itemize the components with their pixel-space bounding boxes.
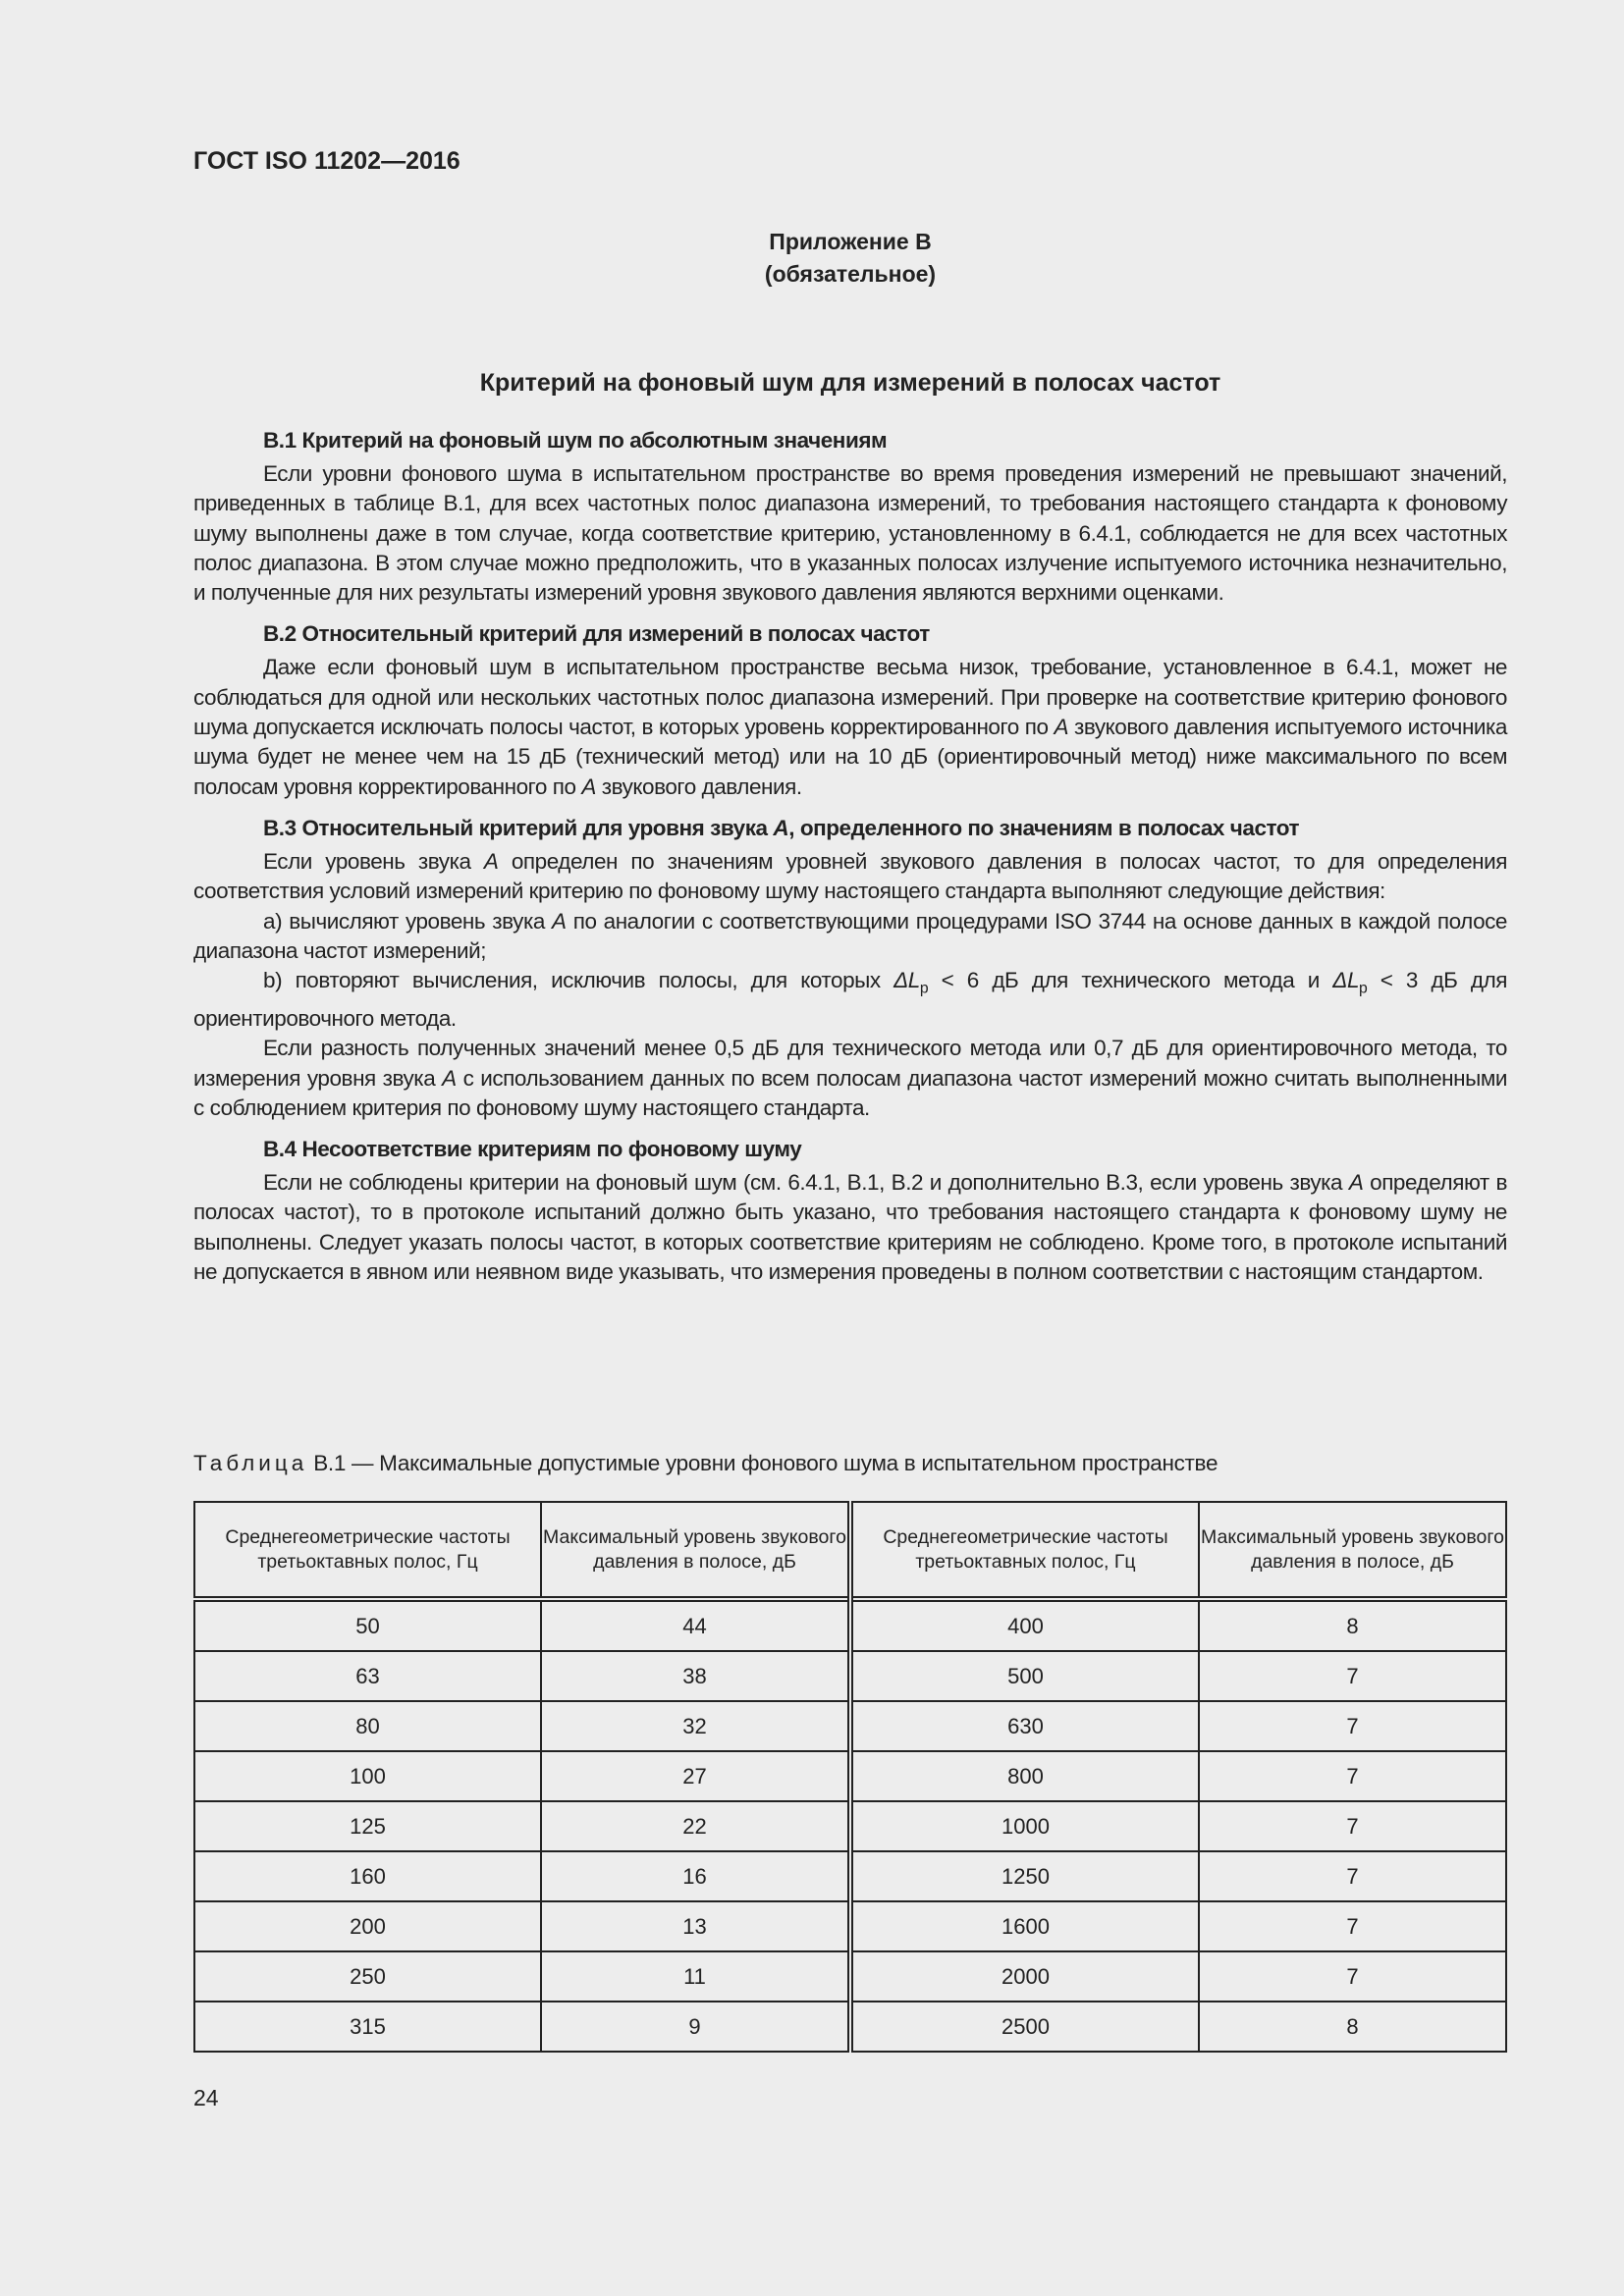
text-run: Если уровень звука: [263, 848, 484, 874]
table-cell: 1600: [850, 1901, 1199, 1951]
table-header-row: [194, 1502, 1506, 1599]
table-cell: 32: [541, 1701, 850, 1751]
table-cell: 7: [1199, 1951, 1506, 2002]
section-heading: [193, 1135, 1507, 1164]
table-cell: 630: [850, 1701, 1199, 1751]
italic-symbol: A: [552, 908, 567, 934]
text-run: В.1 Критерий на фоновый шум по абсолютным значениям: [263, 428, 888, 453]
italic-symbol: A: [483, 848, 499, 874]
text-run: Если не соблюдены критерии на фоновый шум (см. 6.4.1, В.1, В.2 и дополнительно В.3, если уровень звука: [263, 1170, 1349, 1196]
section-heading: [193, 426, 1507, 455]
paragraph: [193, 1168, 1507, 1287]
table-cell: 80: [194, 1701, 541, 1751]
table-cell: 63: [194, 1651, 541, 1701]
text-run: по аналогии с соответствующими процедурами ISO 3744 на основе данных в каждой полосе диапазона частот измерений;: [193, 908, 1507, 963]
text-run: , определенного по значениям в полосах частот: [788, 815, 1300, 840]
italic-symbol: A: [1348, 1170, 1364, 1196]
table-caption: [193, 1451, 1218, 1476]
text-run: < 3 дБ для ориентировочного метода.: [193, 968, 1507, 1031]
table-cell: 7: [1199, 1801, 1506, 1851]
italic-symbol: A: [1054, 715, 1069, 740]
text-run: В.4 Несоответствие критериям по фоновому шуму: [263, 1137, 802, 1162]
italic-symbol: A: [773, 815, 789, 840]
text-run: звукового давления испытуемого источника шума будет не менее чем на 15 дБ (технический метод) или на 10 дБ (ориентировочный метод) ниже максимального по всем полосам уровня корректированного по: [193, 715, 1507, 799]
header-cell: Среднегеометрические частоты третьоктавных полос, Гц: [194, 1502, 541, 1599]
table-cell: 125: [194, 1801, 541, 1851]
table-cell: 27: [541, 1751, 850, 1801]
section-4: [193, 1135, 1507, 1287]
text-run: В.2 Относительный критерий для измерений в полосах частот: [263, 621, 930, 647]
table-cell: 2000: [850, 1951, 1199, 2002]
section-3: [193, 814, 1507, 1123]
table-cell: 7: [1199, 1651, 1506, 1701]
text-run: a) вычисляют уровень звука: [263, 908, 553, 934]
section-heading: [193, 814, 1507, 843]
italic-symbol: A: [442, 1065, 457, 1091]
table-cell: 400: [850, 1599, 1199, 1651]
table-cell: 9: [541, 2002, 850, 2052]
italic-symbol: ΔL: [893, 968, 920, 993]
table-cell: 7: [1199, 1901, 1506, 1951]
text-run: определен по значениям уровней звукового давления в полосах частот, то для определения соответствия условий измерений критерию по фоновому шуму настоящего стандарта выполняют следующие действия:: [193, 848, 1507, 904]
header-cell: Максимальный уровень звукового давления в полосе, дБ: [541, 1502, 850, 1599]
table-cell: 2500: [850, 2002, 1199, 2052]
table-cell: 250: [194, 1951, 541, 2002]
italic-symbol: A: [581, 774, 596, 799]
table-cell: 7: [1199, 1851, 1506, 1901]
table-row: [194, 1951, 1506, 2002]
text-run: В.3 Относительный критерий для уровня звука: [263, 815, 774, 840]
table-caption-label: Таблица: [193, 1451, 308, 1475]
text-run: b) повторяют вычисления, исключив полосы, для которых: [263, 968, 894, 993]
text-run: Если уровни фонового шума в испытательном пространстве во время проведения измерений не превышают значений, приведенных в таблице В.1, для всех частотных полос диапазона измерений, то требования настоящего стандарта к фоновому шуму выполнены даже в том случае, когда соответствие критерию, установленному в 6.4.1, соблюдается не для всех частотных полос диапазона. В этом случае можно предположить, что в указанных полосах излучение испытуемого источника незначительно, и полученные для них результаты измерений уровня звукового давления являются верхними оценками.: [193, 461, 1507, 606]
text-run: с использованием данных по всем полосам диапазона частот измерений можно считать выполненными с соблюдением критерия по фоновому шуму настоящего стандарта.: [193, 1065, 1507, 1120]
text-run: определяют в полосах частот), то в протоколе испытаний должно быть указано, что требования настоящего стандарта к фоновому шуму не выполнены. Следует указать полосы частот, в которых соответствие критериям не соблюдено. Кроме того, в протоколе испытаний не допускается в явном или неявном виде указывать, что измерения проведены в полном соответствии с настоящим стандартом.: [193, 1170, 1507, 1285]
table-cell: 50: [194, 1599, 541, 1651]
table-row: [194, 1751, 1506, 1801]
table-cell: 44: [541, 1599, 850, 1651]
table-cell: 7: [1199, 1751, 1506, 1801]
table-row: [194, 1651, 1506, 1701]
table-cell: 200: [194, 1901, 541, 1951]
table-row: [194, 1901, 1506, 1951]
table-row: [194, 1599, 1506, 1651]
header-cell: Среднегеометрические частоты третьоктавных полос, Гц: [850, 1502, 1199, 1599]
section-2: [193, 619, 1507, 801]
document-header: ГОСТ ISO 11202—2016: [193, 147, 460, 175]
appendix-subtitle: (обязательное): [764, 261, 937, 287]
table-cell: 315: [194, 2002, 541, 2052]
section-heading: [193, 619, 1507, 649]
table-cell: 11: [541, 1951, 850, 2002]
table-caption-text: В.1 — Максимальные допустимые уровни фонового шума в испытательном пространстве: [313, 1451, 1218, 1475]
table-cell: 500: [850, 1651, 1199, 1701]
section-1: [193, 426, 1507, 608]
table-cell: 100: [194, 1751, 541, 1801]
header-cell: Максимальный уровень звукового давления в полосе, дБ: [1199, 1502, 1506, 1599]
paragraph: [193, 907, 1507, 967]
table-cell: 8: [1199, 1599, 1506, 1651]
table-cell: 38: [541, 1651, 850, 1701]
subscript: p: [1359, 980, 1368, 997]
table-cell: 1000: [850, 1801, 1199, 1851]
appendix-heading: [0, 226, 1624, 291]
document-body: [193, 426, 1507, 1299]
table-row: [194, 1701, 1506, 1751]
italic-symbol: ΔL: [1332, 968, 1360, 993]
table-row: [194, 1851, 1506, 1901]
section-title: Критерий на фоновый шум для измерений в полосах частот: [479, 369, 1221, 397]
text-run: < 6 дБ для технического метода и: [928, 968, 1333, 993]
paragraph: [193, 847, 1507, 907]
appendix-title: Приложение В: [769, 229, 932, 254]
text-run: Если разность полученных значений менее 0,5 дБ для технического метода или 0,7 дБ для ориентировочного метода, то измерения уровня звука: [193, 1036, 1507, 1091]
table-cell: 22: [541, 1801, 850, 1851]
table-cell: 16: [541, 1851, 850, 1901]
table-cell: 800: [850, 1751, 1199, 1801]
text-run: звукового давления.: [595, 774, 802, 799]
table-row: [194, 2002, 1506, 2052]
table-cell: 160: [194, 1851, 541, 1901]
table-cell: 1250: [850, 1851, 1199, 1901]
background-noise-table: [193, 1501, 1507, 2053]
table-cell: 13: [541, 1901, 850, 1951]
table-cell: 8: [1199, 2002, 1506, 2052]
page-number: 24: [193, 2085, 219, 2110]
table-cell: 7: [1199, 1701, 1506, 1751]
text-run: Даже если фоновый шум в испытательном пространстве весьма низок, требование, установленное в 6.4.1, может не соблюдаться для одной или нескольких частотных полос диапазона измерений. При проверке на соответствие критерию фонового шума допускается исключать полосы частот, в которых уровень корректированного по: [193, 655, 1507, 740]
paragraph: [193, 1034, 1507, 1123]
table-row: [194, 1801, 1506, 1851]
paragraph: [193, 966, 1507, 1034]
paragraph: [193, 653, 1507, 801]
subscript: p: [919, 980, 929, 997]
paragraph: [193, 459, 1507, 608]
